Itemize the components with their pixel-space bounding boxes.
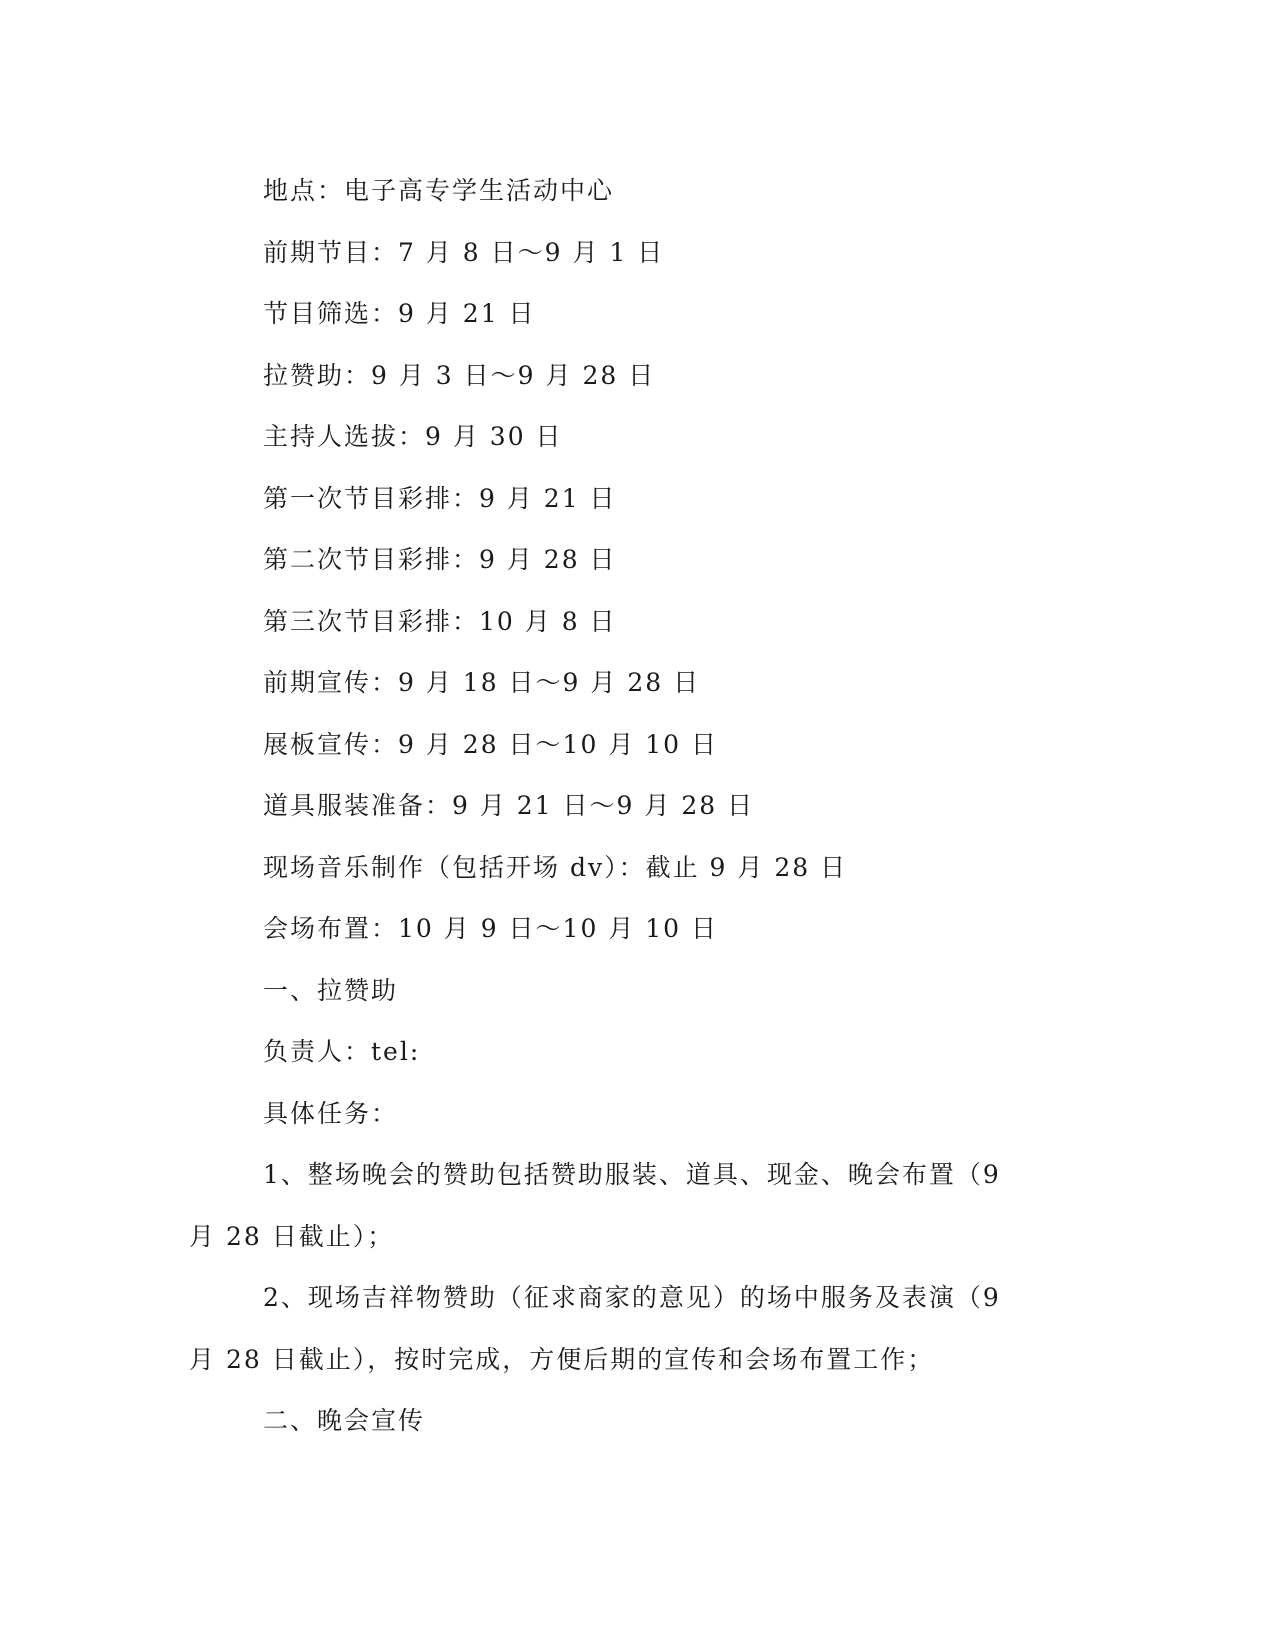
task-2-line-2: 月 28 日截止），按时完成，方便后期的宣传和会场布置工作； — [189, 1344, 935, 1374]
task-1-line-1: 1、整场晚会的赞助包括赞助服装、道具、现金、晚会布置（9 — [263, 1160, 1001, 1189]
schedule-line-early-programs: 前期节目：7 月 8 日～9 月 1 日 — [263, 237, 665, 267]
schedule-line-rehearsal-1: 第一次节目彩排：9 月 21 日 — [263, 483, 617, 513]
document-body — [189, 160, 1059, 1452]
section-owner-line: 负责人：tel: — [263, 1037, 421, 1066]
schedule-line-props-costumes: 道具服装准备：9 月 21 日～9 月 28 日 — [263, 791, 755, 820]
task-2-line-1: 2、现场吉祥物赞助（征求商家的意见）的场中服务及表演（9 — [263, 1283, 1001, 1312]
schedule-line-board-publicity: 展板宣传：9 月 28 日～10 月 10 日 — [263, 729, 719, 759]
schedule-line-venue-setup: 会场布置：10 月 9 日～10 月 10 日 — [263, 914, 719, 943]
section-heading-sponsorship: 一、拉赞助 — [263, 975, 399, 1005]
schedule-line-rehearsal-3: 第三次节目彩排：10 月 8 日 — [263, 606, 617, 636]
section-heading-publicity: 二、晚会宣传 — [263, 1406, 426, 1435]
schedule-line-venue: 地点：电子高专学生活动中心 — [263, 176, 615, 205]
schedule-line-early-publicity: 前期宣传：9 月 18 日～9 月 28 日 — [263, 668, 701, 697]
schedule-line-program-screening: 节目筛选：9 月 21 日 — [263, 299, 536, 328]
schedule-line-music-production: 现场音乐制作（包括开场 dv）：截止 9 月 28 日 — [263, 852, 848, 882]
task-1-line-2: 月 28 日截止）； — [189, 1221, 395, 1251]
schedule-line-rehearsal-2: 第二次节目彩排：9 月 28 日 — [263, 545, 617, 574]
schedule-line-sponsorship: 拉赞助：9 月 3 日～9 月 28 日 — [263, 360, 656, 390]
section-tasks-label: 具体任务： — [263, 1098, 399, 1128]
schedule-line-host-selection: 主持人选拔：9 月 30 日 — [263, 422, 563, 451]
